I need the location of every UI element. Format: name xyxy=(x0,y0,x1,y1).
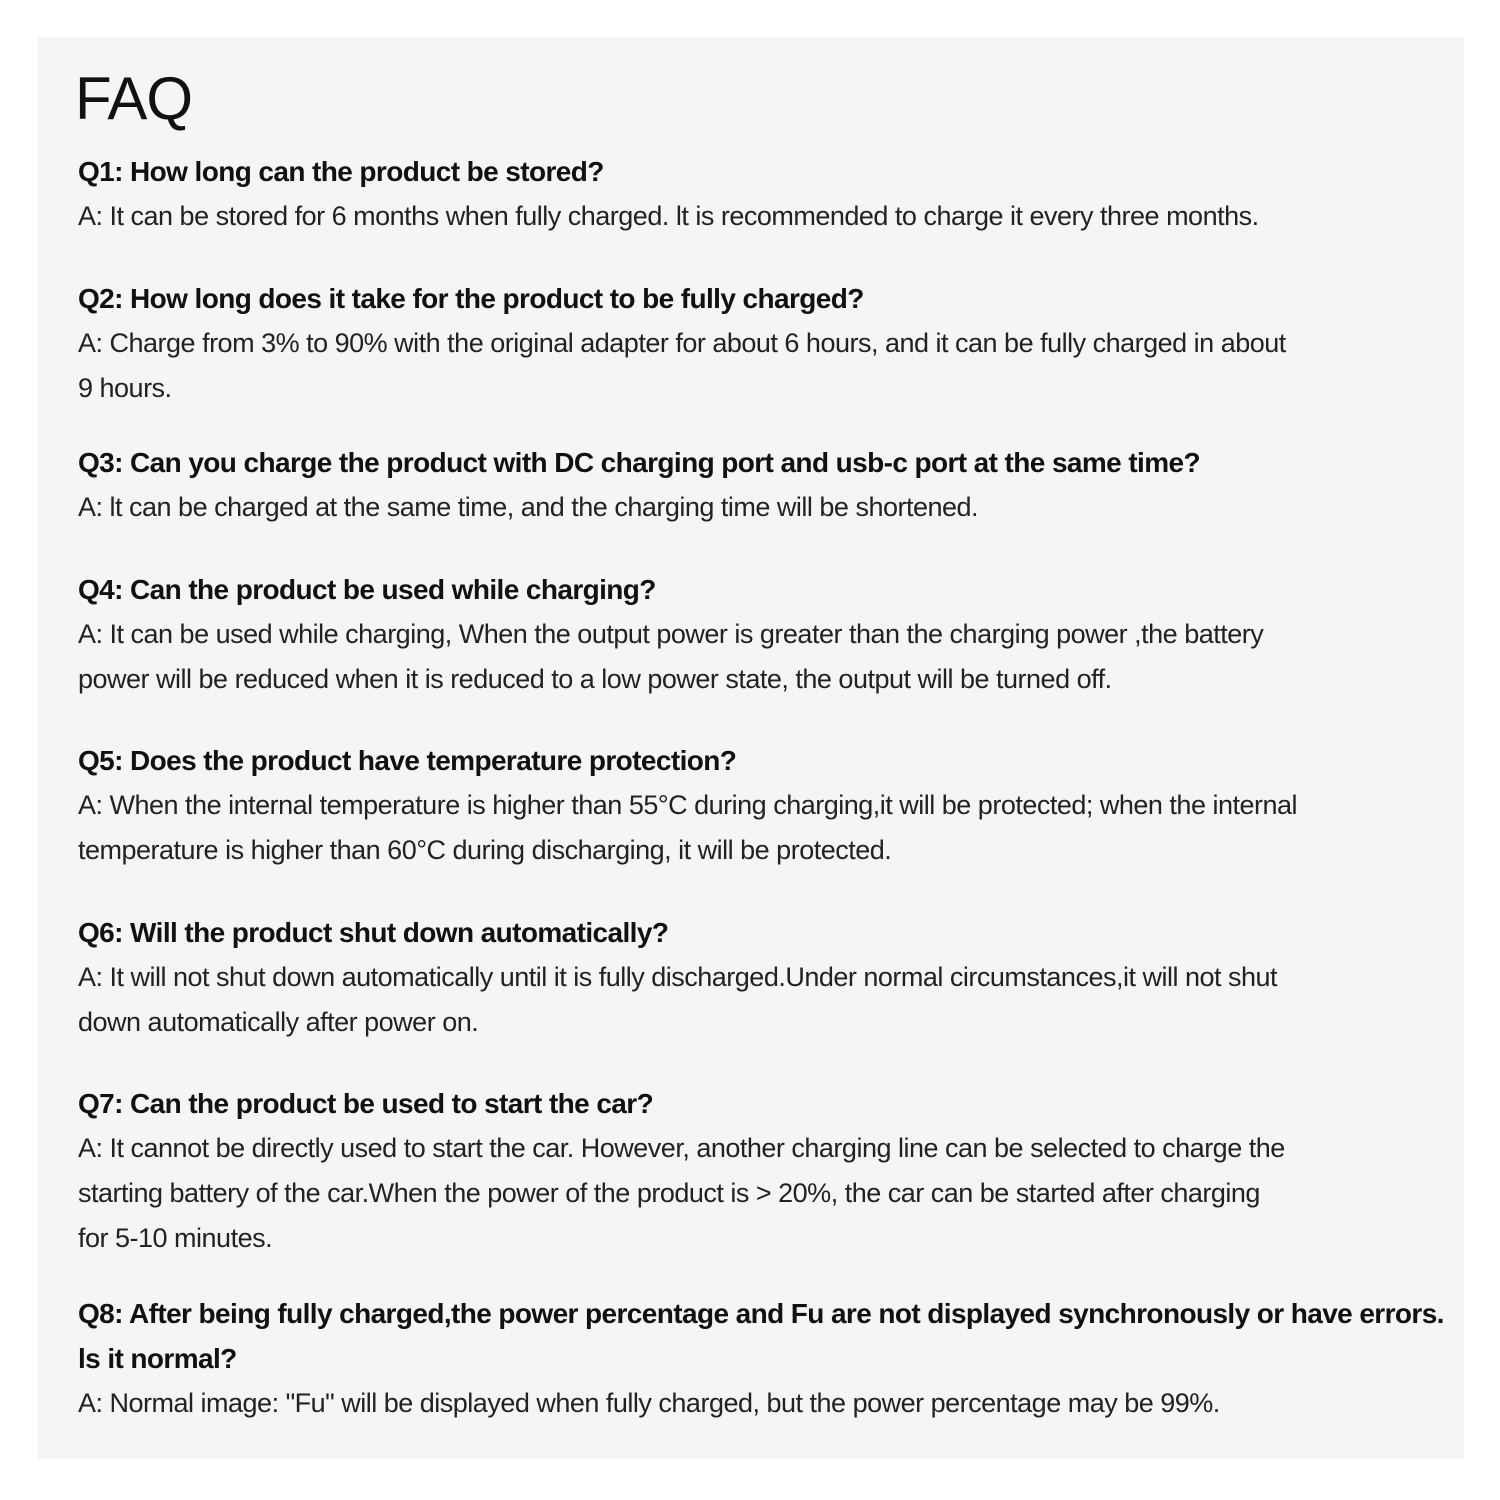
faq-answer: A: Normal image: "Fu" will be displayed when fully charged, but the power percentage may be 99%. xyxy=(78,1388,1220,1418)
faq-question: Q7: Can the product be used to start the car? xyxy=(78,1088,654,1119)
faq-item-q3 xyxy=(78,440,1458,530)
faq-item-q2 xyxy=(78,276,1458,411)
faq-question: Q3: Can you charge the product with DC charging port and usb-c port at the same time? xyxy=(78,447,1201,478)
faq-question: Q6: Will the product shut down automatically? xyxy=(78,917,669,948)
faq-item-q4 xyxy=(78,567,1458,702)
faq-answer: A: Charge from 3% to 90% with the original adapter for about 6 hours, and it can be fully charged in about 9 hours. xyxy=(78,328,1286,403)
faq-question: Q2: How long does it take for the product to be fully charged? xyxy=(78,283,864,314)
faq-answer: A: It can be used while charging, When the output power is greater than the charging power ,the battery power will be reduced when it is reduced to a low power state, the output will be turned off. xyxy=(78,619,1264,694)
faq-item-q6 xyxy=(78,910,1458,1045)
faq-question: Q1: How long can the product be stored? xyxy=(78,156,604,187)
faq-item-q8 xyxy=(78,1291,1458,1426)
page-title: FAQ xyxy=(75,65,193,132)
faq-answer: A: It cannot be directly used to start the car. However, another charging line can be selected to charge the starting battery of the car.When the power of the product is > 20%, the car can be started after charging for 5-10 minutes. xyxy=(78,1133,1285,1253)
faq-answer: A: It can be stored for 6 months when fully charged. lt is recommended to charge it every three months. xyxy=(78,201,1259,231)
faq-answer: A: When the internal temperature is higher than 55°C during charging,it will be protected; when the internal temperature is higher than 60°C during discharging, it will be protected. xyxy=(78,790,1298,865)
faq-question: Q4: Can the product be used while charging? xyxy=(78,574,656,605)
faq-question: Q8: After being fully charged,the power percentage and Fu are not displayed synchronously or have errors. ls it normal? xyxy=(78,1298,1444,1374)
faq-question: Q5: Does the product have temperature protection? xyxy=(78,745,737,776)
faq-item-q1 xyxy=(78,149,1458,239)
faq-answer: A: lt can be charged at the same time, and the charging time will be shortened. xyxy=(78,492,979,522)
faq-item-q7 xyxy=(78,1081,1458,1261)
faq-item-q5 xyxy=(78,738,1458,873)
faq-answer: A: It will not shut down automatically until it is fully discharged.Under normal circumstances,it will not shut down automatically after power on. xyxy=(78,962,1278,1037)
